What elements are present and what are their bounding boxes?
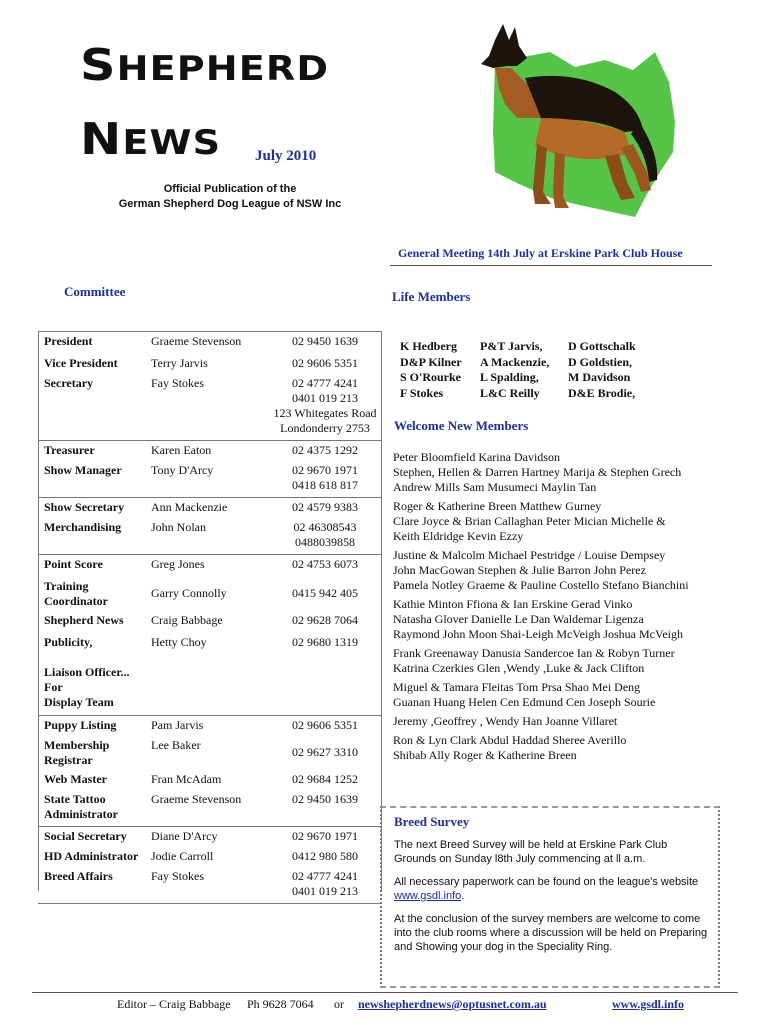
- footer-divider: [32, 992, 738, 993]
- masthead-title-line2: NEWS: [80, 114, 222, 165]
- table-row: [38, 847, 381, 867]
- phone: 02 9450 1639: [292, 334, 358, 348]
- logo: [455, 22, 690, 232]
- role: State Tattoo Administrator: [44, 792, 118, 821]
- table-row: [38, 518, 381, 554]
- phone: 0412 980 580: [292, 849, 358, 863]
- table-row: [38, 790, 381, 826]
- table-row: [38, 374, 381, 440]
- list-item: Ron & Lyn Clark Abdul Haddad Sheree Averillo Shibab Ally Roger & Katherine Breen: [393, 733, 627, 762]
- member-name: Graeme Stevenson: [151, 792, 242, 806]
- table-row: [38, 715, 381, 736]
- breed-survey-heading: Breed Survey: [394, 814, 470, 829]
- phone: 02 4777 4241 0401 019 213 123 Whitegates Road Londonderry 2753: [273, 376, 377, 435]
- table-row: [38, 611, 381, 633]
- phone: 0415 942 405: [292, 586, 358, 600]
- member-name: Hetty Choy: [151, 635, 207, 649]
- member-name: Craig Babbage: [151, 613, 223, 627]
- general-meeting-notice: General Meeting 14th July at Erskine Park Club House: [398, 246, 683, 260]
- issue-date: July 2010: [255, 148, 317, 164]
- committee-heading: Committee: [64, 284, 126, 299]
- paragraph-text: .: [461, 890, 465, 902]
- table-row: [38, 440, 381, 461]
- footer-phone: Ph 9628 7064: [247, 997, 314, 1011]
- member-name: Diane D'Arcy: [151, 829, 218, 843]
- table-row: [38, 461, 381, 497]
- member-name: Fay Stokes: [151, 376, 205, 390]
- list-item: Jeremy ,Geoffrey , Wendy Han Joanne Villaret: [393, 714, 618, 728]
- table-row: [38, 663, 381, 715]
- phone: 02 9680 1319: [292, 635, 358, 649]
- phone: 02 9627 3310: [292, 745, 358, 759]
- member-name: Jodie Carroll: [151, 849, 214, 863]
- member-name: Fran McAdam: [151, 772, 222, 786]
- breed-survey-paragraph-2: [394, 875, 710, 903]
- phone: 02 9684 1252: [292, 772, 358, 786]
- role: Point Score: [44, 557, 103, 571]
- table-row: [38, 354, 381, 374]
- member-name: Greg Jones: [151, 557, 205, 571]
- role: HD Administrator: [44, 849, 139, 863]
- phone: 02 4375 1292: [292, 443, 358, 457]
- role: Puppy Listing: [44, 718, 117, 732]
- member-name: Lee Baker: [151, 738, 201, 752]
- publication-statement: Official Publication of the German Shepherd Dog League of NSW Inc: [118, 183, 342, 210]
- phone: 02 9670 1971: [292, 829, 358, 843]
- list-item: Justine & Malcolm Michael Pestridge / Louise Dempsey John MacGowan Stephen & Julie Barron John Perez Pamela Notley Graeme & Pauline Costello Stefano Bianchini: [393, 548, 689, 592]
- phone: 02 9606 5351: [292, 356, 358, 370]
- role: President: [44, 334, 93, 348]
- list-item: Roger & Katherine Breen Matthew Gurney Clare Joyce & Brian Callaghan Peter Mician Michelle & Keith Eldridge Kevin Ezzy: [393, 499, 666, 543]
- phone: 02 4777 4241 0401 019 213: [292, 869, 358, 898]
- role: Treasurer: [44, 443, 95, 457]
- phone: 02 9670 1971 0418 618 817: [292, 463, 358, 492]
- role: Liaison Officer... For Display Team: [44, 665, 130, 709]
- member-name: Fay Stokes: [151, 869, 205, 883]
- role: Vice President: [44, 356, 118, 370]
- meeting-divider: [390, 265, 712, 266]
- life-members-heading: Life Members: [392, 289, 471, 304]
- phone: 02 9628 7064: [292, 613, 358, 627]
- member-name: Ann Mackenzie: [151, 500, 228, 514]
- member-name: Garry Connolly: [151, 586, 227, 600]
- role: Web Master: [44, 772, 107, 786]
- breed-survey-paragraph-1: The next Breed Survey will be held at Erskine Park Club Grounds on Sunday l8th July commencing at ll a.m.: [394, 839, 668, 865]
- role: Publicity,: [44, 635, 93, 649]
- table-row: [38, 497, 381, 518]
- role: Training Coordinator: [44, 579, 108, 608]
- table-row: [38, 867, 381, 904]
- gsdl-website-link[interactable]: www.gsdl.info: [394, 890, 462, 902]
- list-item: Kathie Minton Ffiona & Ian Erskine Gerad Vinko Natasha Glover Danielle Le Dan Waldemar Ligenza Raymond John Moon Shai-Leigh McVeigh Joshua McVeigh: [393, 597, 683, 641]
- footer-or: or: [334, 997, 344, 1011]
- life-members-col1: K Hedberg D&P Kilner S O'Rourke F Stokes: [400, 339, 462, 400]
- welcome-heading: Welcome New Members: [394, 418, 529, 433]
- table-row: [38, 826, 381, 847]
- footer-editor: Editor – Craig Babbage: [117, 997, 231, 1011]
- role: Shepherd News: [44, 613, 124, 627]
- life-members-col3: D Gottschalk D Goldstien, M Davidson D&E Brodie,: [568, 339, 636, 400]
- member-name: Terry Jarvis: [151, 356, 208, 370]
- phone: 02 9606 5351: [292, 718, 358, 732]
- phone: 02 4753 6073: [292, 557, 358, 571]
- masthead-title-line1: SHEPHERD: [80, 40, 330, 91]
- role: Breed Affairs: [44, 869, 113, 883]
- role: Merchandising: [44, 520, 122, 534]
- member-name: Tony D'Arcy: [151, 463, 214, 477]
- role: Social Secretary: [44, 829, 127, 843]
- list-item: Miguel & Tamara Fleitas Tom Prsa Shao Mei Deng Guanan Huang Helen Cen Edmund Cen Joseph Sourie: [393, 680, 656, 709]
- role: Secretary: [44, 376, 94, 390]
- role: Show Secretary: [44, 500, 125, 514]
- table-row: [38, 331, 381, 354]
- paragraph-text: All necessary paperwork can be found on the league's website: [394, 876, 699, 888]
- member-name: John Nolan: [151, 520, 206, 534]
- phone: 02 46308543 0488039858: [293, 520, 357, 549]
- member-name: Karen Eaton: [151, 443, 212, 457]
- table-row: [38, 554, 381, 577]
- footer-email-link[interactable]: newshepherdnews@optusnet.com.au: [358, 997, 547, 1011]
- phone: 02 9450 1639: [292, 792, 358, 806]
- footer-website-link[interactable]: www.gsdl.info: [612, 997, 685, 1011]
- life-members-col2: P&T Jarvis, A Mackenzie, L Spalding, L&C Reilly: [480, 339, 550, 400]
- phone: 02 4579 9383: [292, 500, 358, 514]
- member-name: Pam Jarvis: [151, 718, 204, 732]
- list-item: Peter Bloomfield Karina Davidson Stephen, Hellen & Darren Hartney Marija & Stephen Grech Andrew Mills Sam Musumeci Maylin Tan: [393, 450, 682, 494]
- table-row: [38, 577, 381, 611]
- table-row: [38, 736, 381, 770]
- committee-table: [38, 331, 381, 904]
- table-row: [38, 770, 381, 790]
- breed-survey-paragraph-3: At the conclusion of the survey members are welcome to come into the club rooms where a discussion will be held on Preparing and Showing your dog in the Speciality Ring.: [394, 913, 708, 953]
- welcome-members-list: [393, 450, 738, 767]
- table-row: [38, 633, 381, 663]
- list-item: Frank Greenaway Danusia Sandercoe Ian & Robyn Turner Katrina Czerkies Glen ,Wendy ,Luke & Jack Clifton: [393, 646, 675, 675]
- role: Membership Registrar: [44, 738, 110, 767]
- role: Show Manager: [44, 463, 122, 477]
- member-name: Graeme Stevenson: [151, 334, 242, 348]
